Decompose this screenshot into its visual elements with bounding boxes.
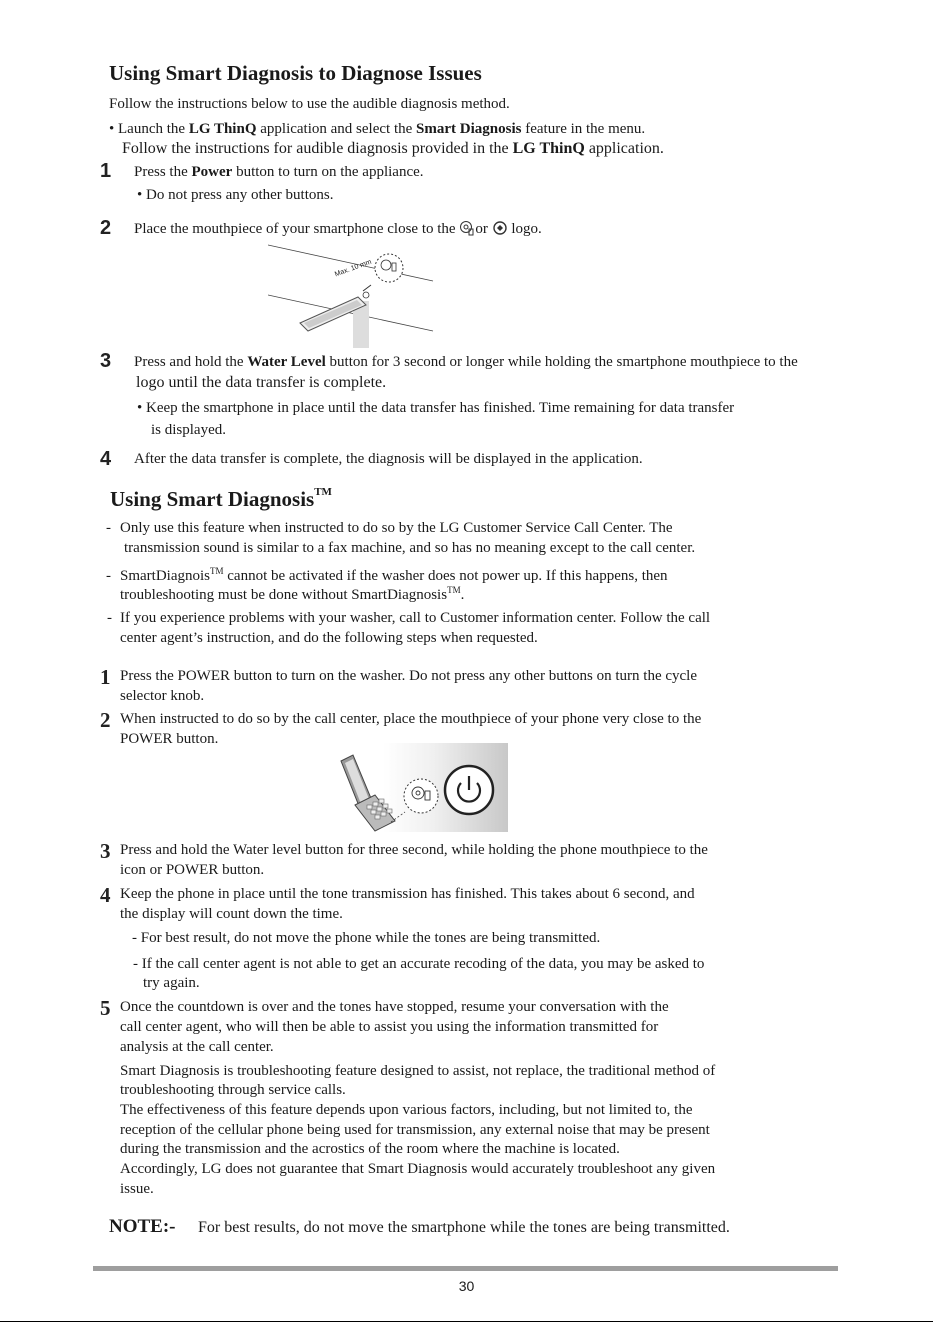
step-number: 1 <box>100 160 112 182</box>
note-text: SmartDiagnois™ cannot be activated if the washer does not power up. If this happens, then <box>120 566 668 584</box>
bullet-launch-app: • Launch the LG ThinQ application and select the Smart Diagnosis feature in the menu. <box>109 121 646 137</box>
step-text: Keep the phone in place until the tone transmission has finished. This takes about 6 second, and <box>120 886 695 902</box>
disclaimer-line: The effectiveness of this feature depends upon various factors, including, but not limited to, the <box>120 1102 693 1118</box>
disclaimer-line: Accordingly, LG does not guarantee that Smart Diagnosis would accurately troubleshoot any given <box>120 1161 716 1177</box>
step-text-cont: logo until the data transfer is complete. <box>136 374 387 391</box>
disclaimer-line: troubleshooting through service calls. <box>120 1082 346 1098</box>
step-text: Press the POWER button to turn on the washer. Do not press any other buttons on turn the cycle <box>120 668 697 684</box>
step-text: When instructed to do so by the call center, place the mouthpiece of your phone very close to the <box>120 711 702 727</box>
step-text: Press and hold the Water level button for three second, while holding the phone mouthpiece to the <box>120 842 708 858</box>
note-dash: - <box>106 520 111 536</box>
step-number: 4 <box>100 448 112 470</box>
step-number: 5 <box>100 996 111 1020</box>
step-text: Once the countdown is over and the tones have stopped, resume your conversation with the <box>120 999 669 1015</box>
note-text: Only use this feature when instructed to do so by the LG Customer Service Call Center. The <box>120 520 673 536</box>
disclaimer-line: issue. <box>120 1181 154 1197</box>
step-text-cont: the display will count down the time. <box>120 906 343 922</box>
step-number: 4 <box>100 883 111 907</box>
note-text-cont: transmission sound is similar to a fax machine, and so has no meaning except to the call center. <box>124 540 696 556</box>
section-title-using-smart-diagnosis: Using Smart Diagnosis™ <box>110 486 332 511</box>
step-number: 2 <box>100 708 111 732</box>
footer-divider <box>93 1266 838 1271</box>
note-label: NOTE:- <box>109 1216 176 1237</box>
max-distance-label: Max. 10 mm <box>333 258 373 279</box>
step-text-cont: POWER button. <box>120 731 219 747</box>
smartphone-near-logo-figure <box>268 243 436 350</box>
step-text: Press the Power button to turn on the appliance. <box>134 164 424 180</box>
step-text: Press and hold the Water Level button for 3 second or longer while holding the smartphone mouthpiece to the <box>134 354 798 370</box>
disclaimer-line: Smart Diagnosis is troubleshooting feature designed to assist, not replace, the traditional method of <box>120 1063 716 1079</box>
disclaimer-line: during the transmission and the acrostics of the room where the machine is located. <box>120 1141 620 1157</box>
intro-text: Follow the instructions below to use the audible diagnosis method. <box>109 96 510 112</box>
note-dash: - <box>106 568 111 584</box>
section-title-smart-diagnosis-issues: Using Smart Diagnosis to Diagnose Issues <box>109 61 482 85</box>
note-text-cont: center agent’s instruction, and do the following steps when requested. <box>120 630 538 646</box>
step-text-cont: selector knob. <box>120 688 205 704</box>
note-dash: - <box>107 610 112 626</box>
step-subnote: • Do not press any other buttons. <box>137 187 334 203</box>
note-body: For best results, do not move the smartphone while the tones are being transmitted. <box>198 1219 730 1236</box>
step-subnote-cont: is displayed. <box>151 422 226 438</box>
step-text: Place the mouthpiece of your smartphone close to the or logo. <box>134 221 542 237</box>
step-text-cont: analysis at the call center. <box>120 1039 274 1055</box>
step-subnote: • Keep the smartphone in place until the data transfer has finished. Time remaining for data transfer <box>137 400 735 416</box>
step-subnote: - If the call center agent is not able to get an accurate recoding of the data, you may be asked to <box>133 956 705 972</box>
smart-diagnosis-icon <box>459 220 475 236</box>
smart-diagnosis-logo-icon <box>492 220 508 236</box>
step-text-cont: icon or POWER button. <box>120 862 265 878</box>
step-subnote-cont: try again. <box>143 975 200 991</box>
step-subnote: - For best result, do not move the phone while the tones are being transmitted. <box>132 930 601 946</box>
step-number: 3 <box>100 350 112 372</box>
step-text-cont: call center agent, who will then be able to assist you using the information transmitted for <box>120 1019 659 1035</box>
note-text-cont: troubleshooting must be done without SmartDiagnosis™. <box>120 585 465 603</box>
page-number: 30 <box>458 1278 475 1294</box>
step-number: 1 <box>100 665 111 689</box>
step-number: 3 <box>100 839 111 863</box>
bullet-follow-instructions: Follow the instructions for audible diagnosis provided in the LG ThinQ application. <box>122 140 664 157</box>
step-number: 2 <box>100 217 112 239</box>
note-text: If you experience problems with your washer, call to Customer information center. Follow the call <box>120 610 711 626</box>
page-edge-rule <box>0 1321 933 1322</box>
disclaimer-line: reception of the cellular phone being used for transmission, any external noise that may be present <box>120 1122 710 1138</box>
step-text: After the data transfer is complete, the diagnosis will be displayed in the application. <box>134 451 643 467</box>
flip-phone-power-button-figure <box>333 743 508 832</box>
